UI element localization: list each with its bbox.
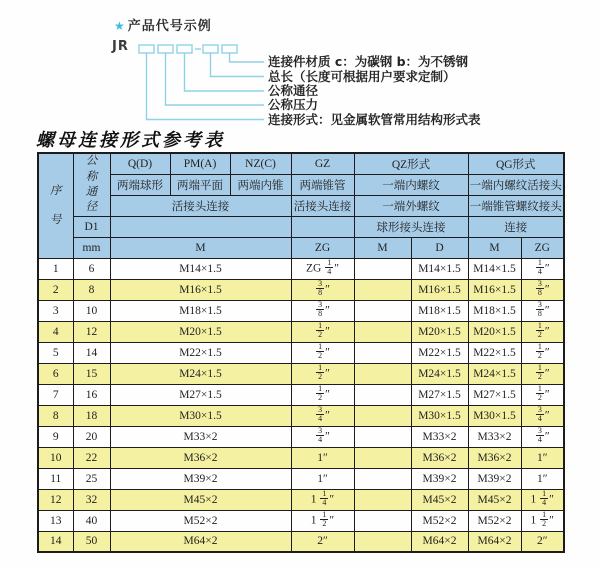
header-row-2 (38, 174, 564, 195)
cell-qg-zg: $\frac{1}{4}$ ″ (521, 258, 564, 279)
cell-m-thread: M20×1.5 (110, 321, 291, 342)
cell-gz: $\frac{3}{8}$ ″ (291, 279, 354, 300)
cell-qg-m: M45×2 (468, 489, 521, 510)
cell-qg-zg: $\frac{1}{2}$ ″ (521, 363, 564, 384)
table-row (38, 447, 564, 468)
cell-gz: 1″ (291, 447, 354, 468)
cell-qg-zg: $\frac{1}{2}$ ″ (521, 321, 564, 342)
cell-seq: 13 (38, 510, 73, 531)
cell-m-thread: M64×2 (110, 531, 291, 552)
cell-qz-m (354, 426, 411, 447)
cell-qg-zg: $\frac{3}{8}$ ″ (521, 300, 564, 321)
code-label-material: 连接件材质 c：为碳钢 b：为不锈钢 (268, 54, 469, 69)
header-qd-desc: 两端球形 (110, 174, 170, 195)
cell-gz: $\frac{1}{2}$ ″ (291, 321, 354, 342)
cell-qz-m (354, 363, 411, 384)
cell-qg-m: M36×2 (468, 447, 521, 468)
header-gz: GZ (291, 153, 354, 174)
cell-qz-d: M36×2 (411, 447, 468, 468)
cell-dn: 40 (73, 510, 110, 531)
cell-qg-m: M30×1.5 (468, 405, 521, 426)
cell-seq: 8 (38, 405, 73, 426)
cell-dn: 16 (73, 384, 110, 405)
cell-qg-m: M52×2 (468, 510, 521, 531)
cell-seq: 12 (38, 489, 73, 510)
table-header (38, 153, 564, 258)
cell-qg-m: M18×1.5 (468, 300, 521, 321)
cell-qg-zg: 2″ (521, 531, 564, 552)
cell-qz-m (354, 447, 411, 468)
cell-qz-d: M45×2 (411, 489, 468, 510)
header-qg-zg: ZG (521, 237, 564, 258)
header-dn: 公称通径 (73, 153, 110, 216)
cell-gz: $\frac{3}{4}$ ″ (291, 405, 354, 426)
header-nzc-desc: 两端内锥 (230, 174, 291, 195)
cell-qg-m: M16×1.5 (468, 279, 521, 300)
table-row (38, 384, 564, 405)
diagram-title (114, 15, 212, 34)
table-row (38, 531, 564, 552)
cell-qz-m (354, 510, 411, 531)
table-title: 螺母连接形式参考表 (36, 130, 225, 150)
cell-qz-m (354, 468, 411, 489)
header-pma-desc: 两端平面 (170, 174, 230, 195)
cell-m-thread: M52×2 (110, 510, 291, 531)
cell-dn: 18 (73, 405, 110, 426)
table-body (38, 258, 564, 552)
code-label-form: 连接形式：见金属软管常用结构形式表 (268, 111, 481, 127)
cell-seq: 7 (38, 384, 73, 405)
cell-qz-d: M16×1.5 (411, 279, 468, 300)
header-qz-m: M (354, 237, 411, 258)
header-qz-form: QZ形式 (354, 153, 468, 174)
cell-qg-m: M33×2 (468, 426, 521, 447)
header-row-1 (38, 153, 564, 174)
header-qg-form: QG形式 (468, 153, 564, 174)
cell-qz-m (354, 342, 411, 363)
line-to-form (147, 53, 265, 120)
cell-gz: 2″ (291, 531, 354, 552)
line-to-length (211, 53, 265, 77)
cell-dn: 22 (73, 447, 110, 468)
code-box-2 (158, 45, 173, 53)
header-qg-m: M (468, 237, 521, 258)
table-row (38, 405, 564, 426)
code-box-5 (222, 45, 237, 53)
table-row (38, 510, 564, 531)
cell-qz-d: M33×2 (411, 426, 468, 447)
cell-dn: 14 (73, 342, 110, 363)
cell-qz-m (354, 258, 411, 279)
reference-table (37, 152, 565, 553)
header-qd: Q(D) (110, 153, 170, 174)
header-gz-desc: 两端锥管 (291, 174, 354, 195)
cell-qz-d: M52×2 (411, 510, 468, 531)
cell-gz: $\frac{3}{8}$ ″ (291, 300, 354, 321)
line-to-diameter (185, 53, 265, 91)
cell-seq: 6 (38, 363, 73, 384)
cell-qz-m (354, 489, 411, 510)
cell-m-thread: M22×1.5 (110, 342, 291, 363)
cell-qg-m: M14×1.5 (468, 258, 521, 279)
cell-gz: $\frac{1}{2}$ ″ (291, 384, 354, 405)
cell-seq: 4 (38, 321, 73, 342)
code-box-4 (203, 45, 218, 53)
cell-qg-zg: 1 $\frac{1}{4}$ ″ (521, 489, 564, 510)
line-to-material (230, 53, 265, 62)
header-connect: 连接 (468, 216, 564, 237)
header-qz-desc: 一端内螺纹 (354, 174, 468, 195)
cell-qz-m (354, 300, 411, 321)
cell-seq: 11 (38, 468, 73, 489)
cell-m-thread: M18×1.5 (110, 300, 291, 321)
header-nzc: NZ(C) (230, 153, 291, 174)
cell-gz: 1″ (291, 468, 354, 489)
cell-dn: 15 (73, 363, 110, 384)
cell-dn: 20 (73, 426, 110, 447)
header-seq: 序号 (38, 153, 73, 258)
header-empty-left (110, 216, 291, 237)
product-code-prefix: JR (112, 39, 129, 54)
cell-dn: 50 (73, 531, 110, 552)
cell-gz: $\frac{3}{4}$ ″ (291, 426, 354, 447)
cell-qg-m: M39×2 (468, 468, 521, 489)
cell-qz-d: M20×1.5 (411, 321, 468, 342)
header-union-conn: 活接头连接 (110, 195, 291, 216)
cell-qz-m (354, 321, 411, 342)
cell-qg-zg: 1″ (521, 447, 564, 468)
cell-seq: 14 (38, 531, 73, 552)
line-to-pressure (166, 53, 265, 105)
table-row (38, 258, 564, 279)
cell-seq: 10 (38, 447, 73, 468)
cell-qg-m: M64×2 (468, 531, 521, 552)
diagram-title-text: 产品代号示例 (127, 19, 212, 34)
table-row (38, 363, 564, 384)
cell-qg-zg: $\frac{3}{4}$ ″ (521, 426, 564, 447)
cell-seq: 5 (38, 342, 73, 363)
cell-dn: 12 (73, 321, 110, 342)
cell-dn: 10 (73, 300, 110, 321)
cell-qg-m: M24×1.5 (468, 363, 521, 384)
table-row (38, 321, 564, 342)
cell-seq: 3 (38, 300, 73, 321)
cell-qz-d: M64×2 (411, 531, 468, 552)
header-qz-desc2: 一端外螺纹 (354, 195, 468, 216)
code-label-diameter: 公称通径 (268, 83, 319, 98)
cell-qz-m (354, 279, 411, 300)
cell-seq: 9 (38, 426, 73, 447)
cell-qg-zg: $\frac{1}{2}$ ″ (521, 384, 564, 405)
cell-m-thread: M16×1.5 (110, 279, 291, 300)
table-row (38, 489, 564, 510)
header-qg-desc: 一端内螺纹活接头 (468, 174, 564, 195)
header-row-5 (38, 237, 564, 258)
header-row-4 (38, 216, 564, 237)
header-d1: D1 (73, 216, 110, 237)
cell-qz-d: M39×2 (411, 468, 468, 489)
cell-gz: $\frac{1}{2}$ ″ (291, 363, 354, 384)
cell-m-thread: M30×1.5 (110, 405, 291, 426)
cell-qg-zg: 1″ (521, 468, 564, 489)
cell-dn: 32 (73, 489, 110, 510)
cell-m-thread: M24×1.5 (110, 363, 291, 384)
table-row (38, 468, 564, 489)
cell-gz: 1 $\frac{1}{4}$ ″ (291, 489, 354, 510)
code-label-length: 总长（长度可根据用户要求定制） (268, 68, 456, 84)
header-row-3 (38, 195, 564, 216)
cell-dn: 6 (73, 258, 110, 279)
table-row (38, 342, 564, 363)
cell-m-thread: M27×1.5 (110, 384, 291, 405)
cell-qz-d: M22×1.5 (411, 342, 468, 363)
cell-qg-zg: $\frac{3}{4}$ ″ (521, 405, 564, 426)
cell-gz: ZG $\frac{1}{4}$ ″ (291, 258, 354, 279)
cell-gz: $\frac{1}{2}$ ″ (291, 342, 354, 363)
cell-qz-d: M14×1.5 (411, 258, 468, 279)
cell-qg-zg: $\frac{1}{2}$ ″ (521, 342, 564, 363)
header-qz-d: D (411, 237, 468, 258)
cell-m-thread: M45×2 (110, 489, 291, 510)
cell-qg-zg: $\frac{3}{8}$ ″ (521, 279, 564, 300)
table-row (38, 426, 564, 447)
cell-qz-d: M30×1.5 (411, 405, 468, 426)
cell-m-thread: M39×2 (110, 468, 291, 489)
cell-dn: 25 (73, 468, 110, 489)
header-gz-conn: 活接头连接 (291, 195, 354, 216)
cell-m-thread: M33×2 (110, 426, 291, 447)
cell-qz-m (354, 405, 411, 426)
header-unit-mm: mm (73, 237, 110, 258)
cell-qz-m (354, 384, 411, 405)
header-ball-joint-conn: 球形接头连接 (354, 216, 468, 237)
star-icon: ★ (114, 19, 126, 33)
cell-m-thread: M36×2 (110, 447, 291, 468)
cell-seq: 2 (38, 279, 73, 300)
cell-seq: 1 (38, 258, 73, 279)
code-box-3 (177, 45, 192, 53)
table-row (38, 279, 564, 300)
cell-qz-m (354, 531, 411, 552)
cell-qz-d: M27×1.5 (411, 384, 468, 405)
cell-qg-zg: 1 $\frac{1}{2}$ ″ (521, 510, 564, 531)
cell-qg-m: M27×1.5 (468, 384, 521, 405)
cell-qz-d: M18×1.5 (411, 300, 468, 321)
cell-qg-m: M22×1.5 (468, 342, 521, 363)
header-pma: PM(A) (170, 153, 230, 174)
header-zg: ZG (291, 237, 354, 258)
cell-dn: 8 (73, 279, 110, 300)
cell-qg-m: M20×1.5 (468, 321, 521, 342)
header-m: M (110, 237, 291, 258)
code-label-pressure: 公称压力 (268, 97, 319, 112)
table-row (38, 300, 564, 321)
cell-gz: 1 $\frac{1}{2}$ ″ (291, 510, 354, 531)
header-empty-gz (291, 216, 354, 237)
cell-m-thread: M14×1.5 (110, 258, 291, 279)
header-qg-desc2: 一端锥管螺纹接头 (468, 195, 564, 216)
code-box-1 (139, 45, 154, 53)
cell-qz-d: M24×1.5 (411, 363, 468, 384)
